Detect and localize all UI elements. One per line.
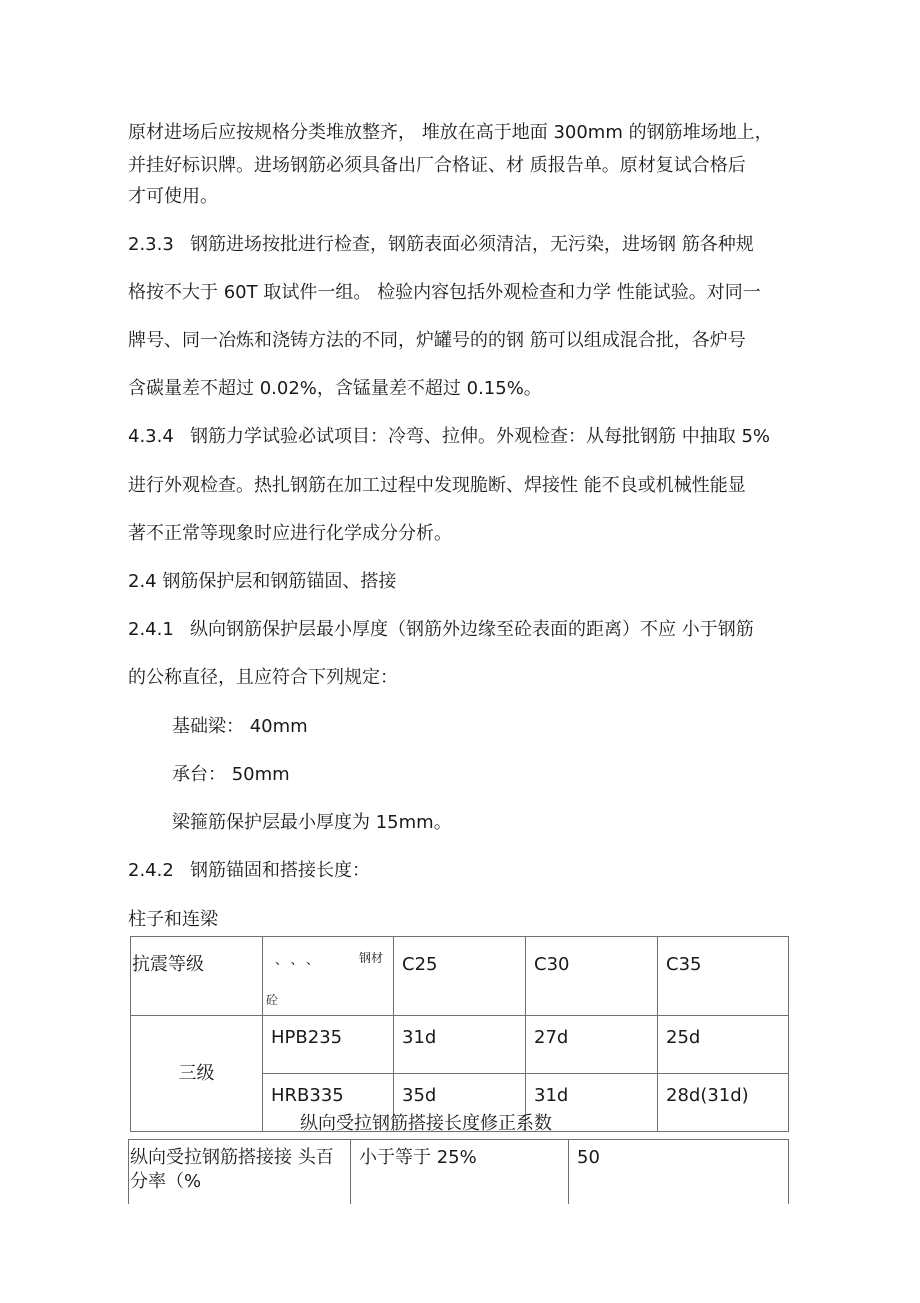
table-cell: 28d(31d) xyxy=(658,1074,789,1132)
steel-type-cell: HPB235 xyxy=(263,1016,394,1074)
table-cell: 27d xyxy=(526,1016,658,1074)
section-text: 钢筋锚固和搭接长度： xyxy=(190,860,370,881)
header-concrete-label: 砼 xyxy=(266,993,279,1007)
list-item: 基础梁： 40mm xyxy=(172,716,308,737)
header-c25: C25 xyxy=(394,937,526,1016)
paragraph-line: 原材进场后应按规格分类堆放整齐， 堆放在高于地面 300mm 的钢筋堆场地上， xyxy=(128,122,773,143)
list-item: 承台： 50mm xyxy=(172,764,290,785)
header-diagonal-cell xyxy=(263,937,394,1016)
table-cell: 25d xyxy=(658,1016,789,1074)
table-cell: 50 xyxy=(569,1140,789,1205)
section-2-4-2-line xyxy=(128,859,370,883)
lap-correction-table xyxy=(128,1139,789,1204)
table-header-row xyxy=(131,937,789,1016)
table-row xyxy=(129,1140,789,1205)
table-row xyxy=(131,1016,789,1074)
table-cell: 31d xyxy=(394,1016,526,1074)
section-number: 2.4.1 xyxy=(128,619,174,640)
paragraph-line: 格按不大于 60T 取试件一组。 检验内容包括外观检查和力学 性能试验。对同一 xyxy=(128,282,761,303)
section-2-4-1-line xyxy=(128,618,754,642)
anchorage-length-table xyxy=(130,936,789,1132)
grade-cell: 三级 xyxy=(131,1016,263,1132)
table-caption: 柱子和连梁 xyxy=(128,909,218,930)
row-label-cell: 纵向受拉钢筋搭接接 头百分率（% xyxy=(129,1140,351,1205)
list-item: 梁箍筋保护层最小厚度为 15mm。 xyxy=(172,812,452,833)
paragraph-line: 并挂好标识牌。进场钢筋必须具备出厂合格证、材 质报告单。原材复试合格后 xyxy=(128,155,746,176)
table-2-title: 纵向受拉钢筋搭接长度修正系数 xyxy=(300,1113,552,1134)
section-number: 4.3.4 xyxy=(128,426,174,447)
section-number: 2.4.2 xyxy=(128,860,174,881)
section-text: 纵向钢筋保护层最小厚度（钢筋外边缘至砼表面的距离）不应 小于钢筋 xyxy=(190,619,754,640)
section-text: 钢筋力学试验必试项目：冷弯、拉伸。外观检查：从每批钢筋 中抽取 5% xyxy=(190,426,770,447)
header-c30: C30 xyxy=(526,937,658,1016)
paragraph-line: 牌号、同一冶炼和浇铸方法的不同，炉罐号的的钢 筋可以组成混合批，各炉号 xyxy=(128,330,746,351)
header-steel-label: 钢材 xyxy=(358,951,383,965)
paragraph-line: 进行外观检查。热扎钢筋在加工过程中发现脆断、焊接性 能不良或机械性能显 xyxy=(128,475,746,496)
header-c35: C35 xyxy=(658,937,789,1016)
section-2-4-heading: 2.4 钢筋保护层和钢筋锚固、搭接 xyxy=(128,571,397,592)
table-cell: 35d xyxy=(394,1074,526,1132)
section-text: 钢筋进场按批进行检查，钢筋表面必须清洁，无污染，进场钢 筋各种规 xyxy=(190,234,754,255)
paragraph-line: 的公称直径，且应符合下列规定： xyxy=(128,667,398,688)
section-4-3-4-line xyxy=(128,425,770,449)
paragraph-line: 才可使用。 xyxy=(128,186,218,207)
steel-type-cell: HRB335 xyxy=(263,1074,394,1132)
header-seismic-grade: 抗震等级 xyxy=(131,937,263,1016)
section-2-3-3-line xyxy=(128,233,754,257)
table-cell: 31d xyxy=(526,1074,658,1132)
paragraph-line: 著不正常等现象时应进行化学成分分析。 xyxy=(128,523,452,544)
table-cell: 小于等于 25% xyxy=(351,1140,569,1205)
diagonal-marks: 、、、 xyxy=(275,953,329,968)
paragraph-line: 含碳量差不超过 0.02%，含锰量差不超过 0.15%。 xyxy=(128,378,542,399)
section-number: 2.3.3 xyxy=(128,234,174,255)
